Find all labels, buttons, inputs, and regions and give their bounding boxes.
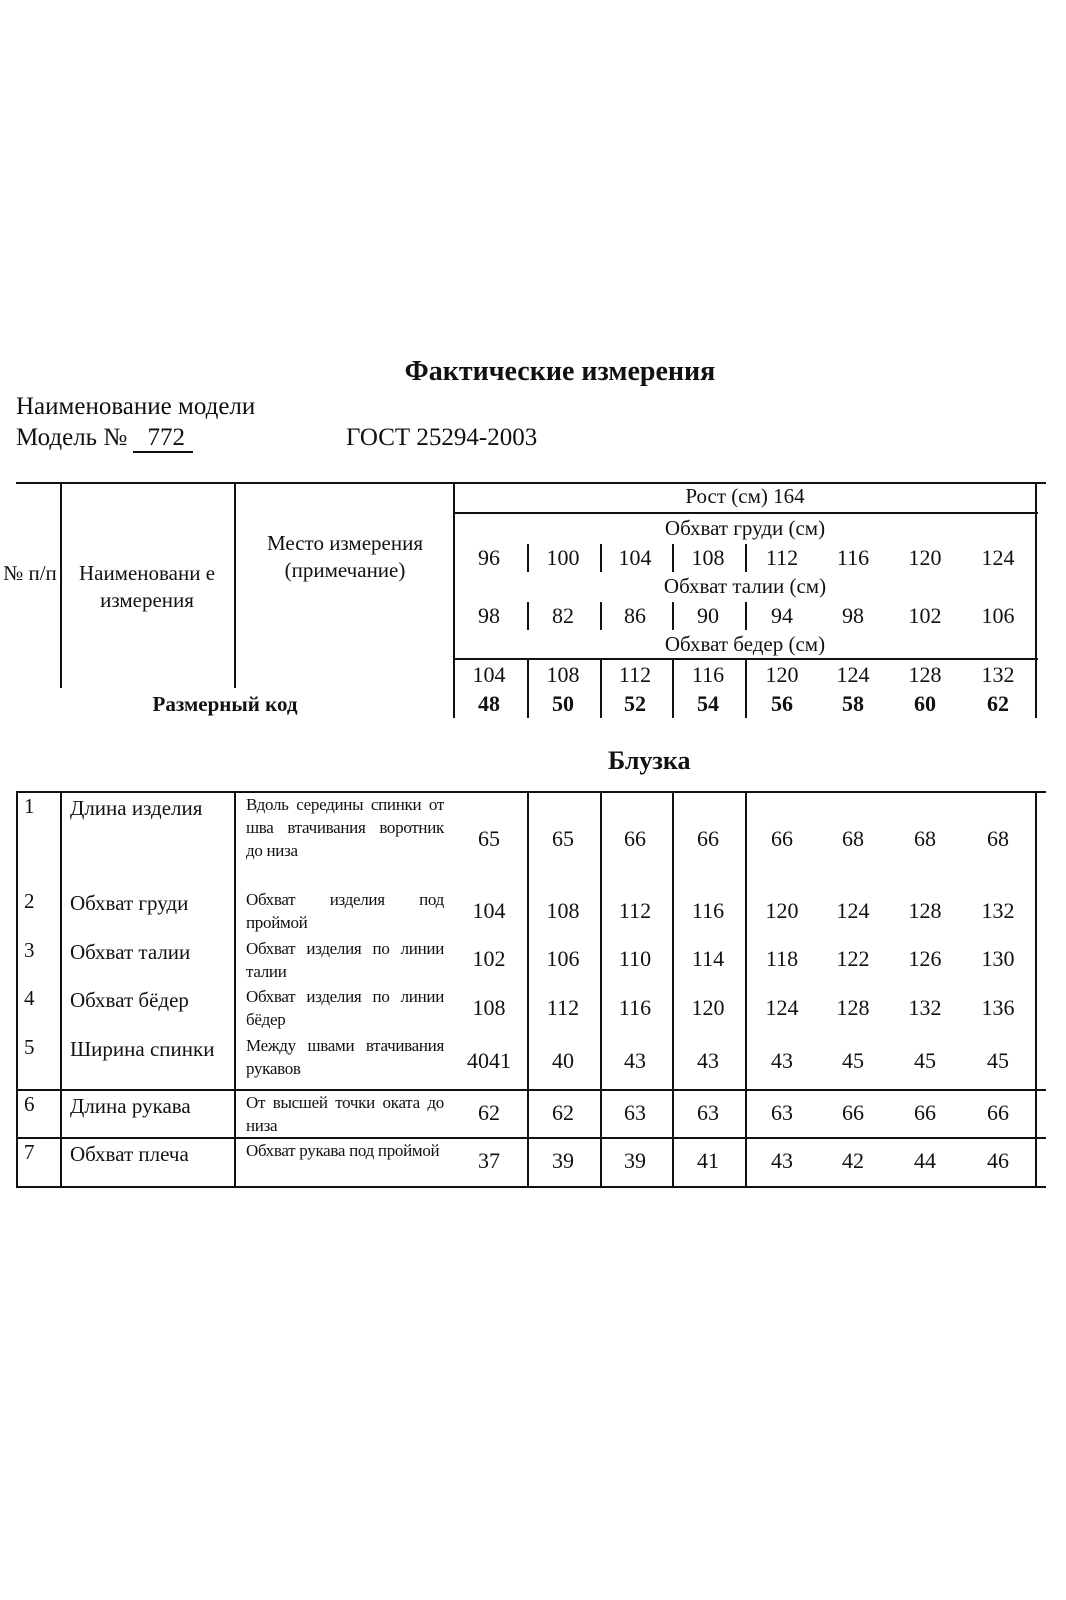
measurement-name: Обхват груди — [70, 891, 189, 915]
header-hips-label: Обхват бедер (см) — [664, 632, 826, 656]
measurement-place: Обхват изделия под проймой — [246, 890, 444, 932]
measurement-value: 66 — [842, 1100, 864, 1125]
measurement-place: От высшей точки оката до низа — [246, 1093, 444, 1135]
header-height: Рост (см) 164 — [685, 484, 805, 508]
row-number: 3 — [24, 938, 35, 962]
size-code-value: 54 — [697, 691, 719, 716]
measurement-value: 68 — [987, 826, 1009, 851]
measurement-value: 43 — [771, 1148, 793, 1173]
measurement-value: 106 — [546, 946, 580, 971]
measurement-name: Длина рукава — [70, 1094, 191, 1118]
measurement-value: 68 — [914, 826, 936, 851]
size-code-label: Размерный код — [152, 692, 298, 716]
row-number: 4 — [24, 986, 35, 1010]
measurement-value: 45 — [914, 1048, 936, 1073]
measurement-value: 65 — [478, 826, 500, 851]
measurement-value: 46 — [987, 1148, 1009, 1173]
header-col-name: Наименовани е измерения — [78, 561, 216, 612]
row-number: 1 — [24, 794, 35, 818]
header-hips-value: 132 — [981, 662, 1015, 687]
measurement-value: 39 — [552, 1148, 574, 1173]
measurement-value: 124 — [765, 995, 799, 1020]
header-chest-value: 108 — [691, 545, 725, 570]
measurement-value: 108 — [472, 995, 506, 1020]
row-number: 7 — [24, 1140, 35, 1164]
header-hips-value: 108 — [546, 662, 580, 687]
measurement-value: 68 — [842, 826, 864, 851]
measurement-value: 43 — [697, 1048, 719, 1073]
header-hips-value: 124 — [836, 662, 870, 687]
header-chest-value: 116 — [836, 545, 870, 570]
measurement-value: 62 — [552, 1100, 574, 1125]
model-number-line — [16, 424, 193, 453]
header-chest-value: 124 — [981, 545, 1015, 570]
measurement-value: 65 — [552, 826, 574, 851]
measurement-value: 45 — [987, 1048, 1009, 1073]
header-waist-value: 106 — [981, 603, 1015, 628]
model-number-label: Модель № — [16, 424, 128, 451]
size-code-value: 62 — [987, 691, 1009, 716]
header-chest-value: 112 — [765, 545, 799, 570]
measurement-value: 102 — [472, 946, 506, 971]
measurement-value: 66 — [771, 826, 793, 851]
size-code-value: 48 — [478, 691, 500, 716]
measurement-value: 128 — [908, 898, 942, 923]
header-waist-value: 82 — [552, 603, 574, 628]
size-code-value: 52 — [624, 691, 646, 716]
header-hips-value: 116 — [691, 662, 725, 687]
measurement-name: Обхват плеча — [70, 1142, 189, 1166]
row-number: 5 — [24, 1035, 35, 1059]
row-number: 6 — [24, 1092, 35, 1116]
measurement-value: 45 — [842, 1048, 864, 1073]
size-code-value: 60 — [914, 691, 936, 716]
measurement-place: Обхват рукава под проймой — [246, 1141, 440, 1160]
measurement-value: 41 — [697, 1148, 719, 1173]
header-chest-value: 104 — [618, 545, 652, 570]
measurement-value: 108 — [546, 898, 580, 923]
measurement-name: Обхват талии — [70, 940, 191, 964]
measurement-value: 120 — [691, 995, 725, 1020]
measurement-value: 130 — [981, 946, 1015, 971]
measurement-value: 132 — [981, 898, 1015, 923]
measurement-value: 128 — [836, 995, 870, 1020]
row-number: 2 — [24, 889, 35, 913]
measurement-value: 112 — [546, 995, 580, 1020]
measurement-value: 66 — [624, 826, 646, 851]
measurement-place: Обхват изделия по линии бёдер — [246, 987, 444, 1029]
measurement-value: 39 — [624, 1148, 646, 1173]
measurement-value: 43 — [624, 1048, 646, 1073]
measurement-name: Длина изделия — [70, 796, 203, 820]
measurement-value: 43 — [771, 1048, 793, 1073]
header-hips-value: 112 — [618, 662, 652, 687]
measurement-value: 104 — [472, 898, 506, 923]
measurement-value: 42 — [842, 1148, 864, 1173]
measurement-place: Между швами втачивания рукавов — [246, 1036, 444, 1078]
gost-standard: ГОСТ 25294-2003 — [346, 424, 538, 451]
header-chest-value: 100 — [546, 545, 580, 570]
measurement-value: 40 — [552, 1048, 574, 1073]
measurement-value: 110 — [618, 946, 652, 971]
measurement-value: 63 — [697, 1100, 719, 1125]
measurement-name: Обхват бёдер — [70, 988, 189, 1012]
header-hips-value: 120 — [765, 662, 799, 687]
measurement-value: 112 — [618, 898, 652, 923]
header-chest-value: 96 — [478, 545, 500, 570]
measurement-value: 37 — [478, 1148, 500, 1173]
page-title: Фактические измерения — [404, 356, 716, 387]
measurement-value: 136 — [981, 995, 1015, 1020]
measurement-value: 114 — [691, 946, 725, 971]
header-waist-value: 102 — [908, 603, 942, 628]
measurement-value: 120 — [765, 898, 799, 923]
measurement-value: 62 — [478, 1100, 500, 1125]
size-code-value: 50 — [552, 691, 574, 716]
header-hips-value: 128 — [908, 662, 942, 687]
header-chest-value: 120 — [908, 545, 942, 570]
measurement-value: 66 — [987, 1100, 1009, 1125]
measurement-value: 124 — [836, 898, 870, 923]
measurement-value: 66 — [697, 826, 719, 851]
measurement-value: 126 — [908, 946, 942, 971]
measurement-place: Вдоль середины спинки от шва втачивания воротник до низа — [246, 795, 444, 860]
measurement-name: Ширина спинки — [70, 1037, 215, 1061]
measurement-place: Обхват изделия по линии талии — [246, 939, 444, 981]
section-title-blouse: Блузка — [608, 746, 691, 775]
header-chest-label: Обхват груди (см) — [664, 516, 826, 540]
header-waist-label: Обхват талии (см) — [663, 574, 827, 598]
size-code-value: 56 — [771, 691, 793, 716]
measurement-value: 63 — [624, 1100, 646, 1125]
header-waist-value: 98 — [478, 603, 500, 628]
header-waist-value: 94 — [771, 603, 793, 628]
measurement-value: 63 — [771, 1100, 793, 1125]
measurement-value: 122 — [836, 946, 870, 971]
header-col-place: Место измерения (примечание) — [266, 531, 423, 582]
measurement-value: 44 — [914, 1148, 936, 1173]
measurement-value: 116 — [691, 898, 725, 923]
measurement-value: 118 — [765, 946, 799, 971]
measurement-value: 66 — [914, 1100, 936, 1125]
model-name-label: Наименование модели — [16, 393, 256, 420]
header-waist-value: 98 — [842, 603, 864, 628]
size-code-value: 58 — [842, 691, 864, 716]
header-waist-value: 86 — [624, 603, 646, 628]
header-col-number: № п/п — [3, 561, 57, 585]
model-number-value: 772 — [133, 425, 193, 453]
measurement-value: 132 — [908, 995, 942, 1020]
header-waist-value: 90 — [697, 603, 719, 628]
measurement-value: 4041 — [467, 1048, 511, 1073]
measurement-value: 116 — [618, 995, 652, 1020]
header-hips-value: 104 — [472, 662, 506, 687]
